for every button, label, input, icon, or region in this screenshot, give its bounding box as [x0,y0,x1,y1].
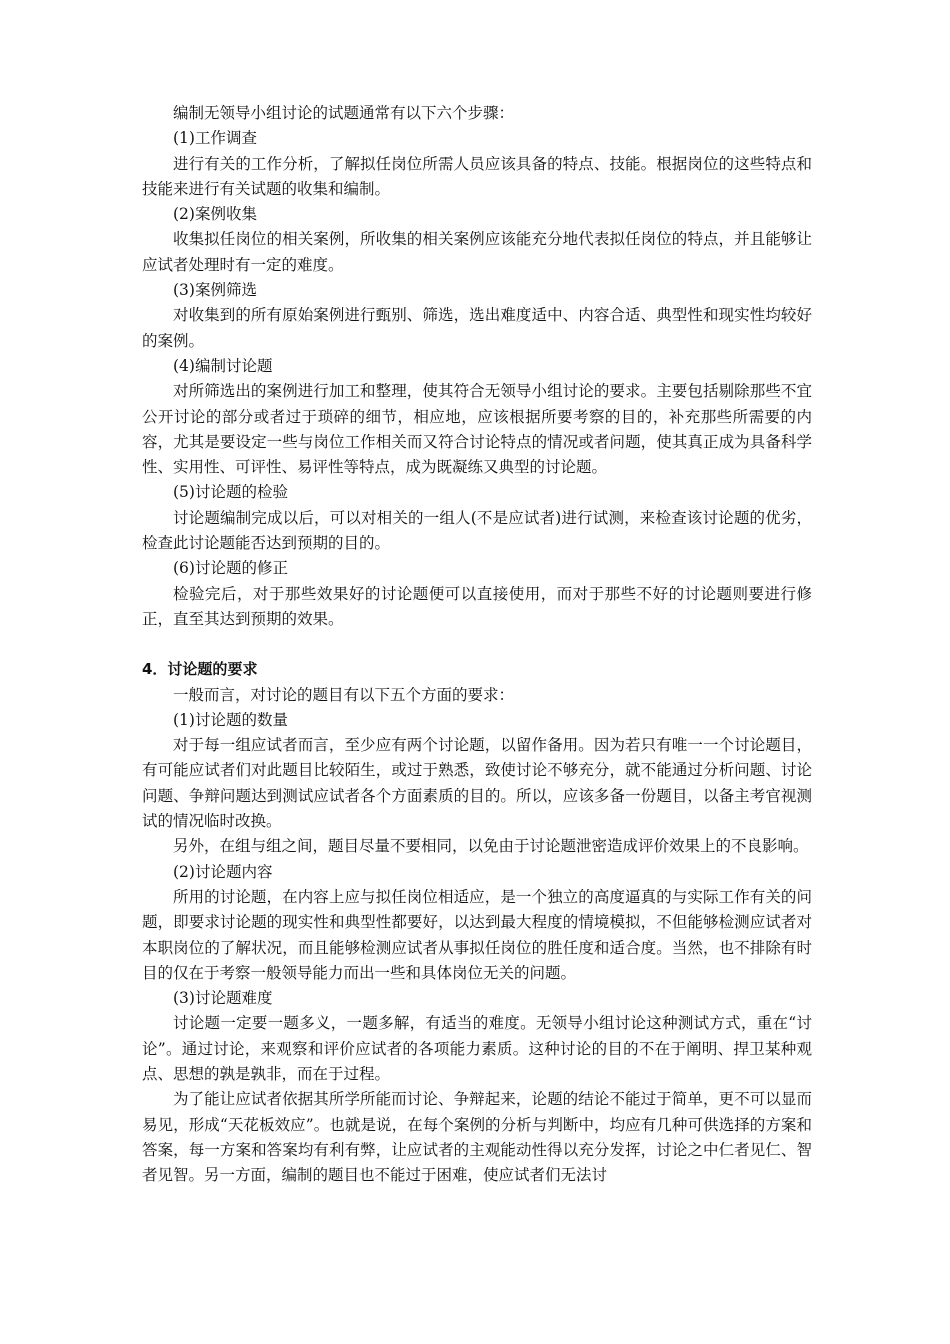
quantity-heading: (1)讨论题的数量 [173,710,288,729]
quantity-paragraph-1: 对于每一组应试者而言，至少应有两个讨论题，以留作备用。因为若只有唯一一个讨论题目，有可能应试者们对此题目比较陌生，或过于熟悉，致使讨论不够充分，就不能通过分析问题、讨论问题、争辩问题达到测试应试者各个方面素质的目的。所以，应该多备一份题目，以备主考官视测试的情况临时改换。 [142,736,812,831]
content-heading: (2)讨论题内容 [173,862,273,881]
step-5-heading: (5)讨论题的检验 [173,483,288,502]
step-6-heading: (6)讨论题的修正 [173,559,288,578]
difficulty-paragraph-2: 为了能让应试者依据其所学所能而讨论、争辩起来，论题的结论不能过于简单，更不可以显而易见，形成“天花板效应”。也就是说，在每个案例的分析与判断中，均应有几种可供选择的方案和答案，每一方案和答案均有利有弊，让应试者的主观能动性得以充分发挥，讨论之中仁者见仁、智者见智。另一方面，编制的题目也不能过于困难，使应试者们无法讨 [142,1090,812,1185]
steps-intro: 编制无领导小组讨论的试题通常有以下六个步骤： [173,104,515,122]
step-6-text: 检验完后，对于那些效果好的讨论题便可以直接使用，而对于那些不好的讨论题则要进行修正，直至其达到预期的效果。 [142,584,812,628]
difficulty-paragraph-1: 讨论题一定要一题多义，一题多解，有适当的难度。无领导小组讨论这种测试方式，重在“讨论”。通过讨论，来观察和评价应试者的各项能力素质。这种讨论的目的不在于阐明、捍卫某种观点、思想的孰是孰非，而在于过程。 [142,1014,812,1083]
difficulty-heading: (3)讨论题难度 [173,989,273,1008]
step-3-heading: (3)案例筛选 [173,281,257,300]
document-body [142,101,812,1188]
step-2-text: 收集拟任岗位的相关案例，所收集的相关案例应该能充分地代表拟任岗位的特点，并且能够让应试者处理时有一定的难度。 [142,230,812,274]
step-4-heading: (4)编制讨论题 [173,356,273,375]
step-1-text: 进行有关的工作分析，了解拟任岗位所需人员应该具备的特点、技能。根据岗位的这些特点和技能来进行有关试题的收集和编制。 [142,154,812,198]
step-2-heading: (2)案例收集 [173,205,257,224]
step-1-heading: (1)工作调查 [173,129,257,148]
step-4-text: 对所筛选出的案例进行加工和整理，使其符合无领导小组讨论的要求。主要包括剔除那些不宜公开讨论的部分或者过于琐碎的细节，相应地，应该根据所要考察的目的，补充那些所需要的内容，尤其是要设定一些与岗位工作相关而又符合讨论特点的情况或者问题，使其真正成为具备科学性、实用性、可评性、易评性等特点，成为既凝练又典型的讨论题。 [142,382,812,477]
section-4-intro: 一般而言，对讨论的题目有以下五个方面的要求： [173,685,515,704]
content-paragraph-1: 所用的讨论题，在内容上应与拟任岗位相适应，是一个独立的高度逼真的与实际工作有关的问题，即要求讨论题的现实性和典型性都要好，以达到最大程度的情境模拟，不但能够检测应试者对本职岗位的了解状况，而且能够检测应试者从事拟任岗位的胜任度和适合度。当然，也不排除有时目的仅在于考察一般领导能力而出一些和具体岗位无关的问题。 [142,887,812,982]
step-5-text: 讨论题编制完成以后，可以对相关的一组人(不是应试者)进行试测，来检查该讨论题的优劣，检查此讨论题能否达到预期的目的。 [142,508,812,553]
quantity-paragraph-2: 另外，在组与组之间，题目尽量不要相同，以免由于讨论题泄密造成评价效果上的不良影响。 [173,837,809,856]
step-3-text: 对收集到的所有原始案例进行甄别、筛选，选出难度适中、内容合适、典型性和现实性均较好的案例。 [142,306,812,350]
section-4-title: 4．讨论题的要求 [142,660,258,679]
